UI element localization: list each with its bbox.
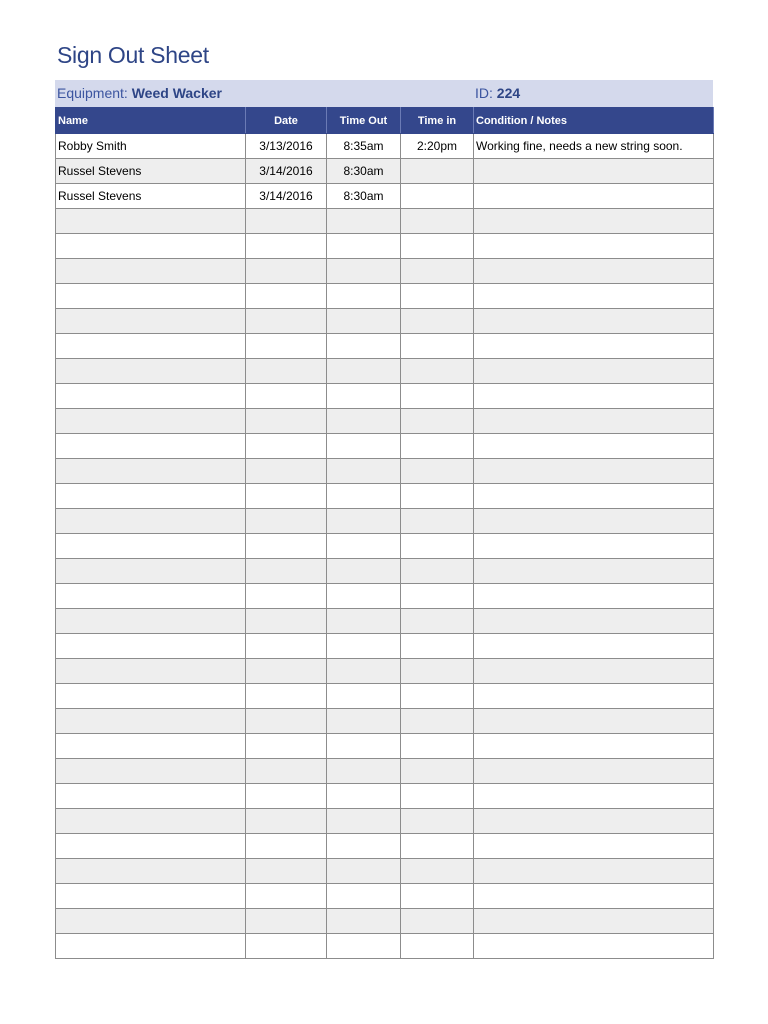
name-cell[interactable] bbox=[56, 609, 246, 634]
notes-cell[interactable] bbox=[474, 659, 714, 684]
notes-cell[interactable] bbox=[474, 234, 714, 259]
equipment-info bbox=[57, 80, 222, 107]
time-out-cell[interactable] bbox=[327, 759, 401, 784]
time-out-cell[interactable] bbox=[327, 459, 401, 484]
name-cell[interactable] bbox=[56, 584, 246, 609]
time-out-cell[interactable] bbox=[327, 334, 401, 359]
notes-cell[interactable] bbox=[474, 484, 714, 509]
name-cell[interactable] bbox=[56, 559, 246, 584]
time-in-cell[interactable] bbox=[401, 909, 474, 934]
date-cell[interactable] bbox=[246, 284, 327, 309]
table-row bbox=[56, 634, 714, 659]
table-row bbox=[56, 909, 714, 934]
date-cell[interactable] bbox=[246, 484, 327, 509]
notes-cell[interactable] bbox=[474, 459, 714, 484]
name-cell[interactable] bbox=[56, 934, 246, 959]
time-out-cell[interactable] bbox=[327, 359, 401, 384]
name-cell[interactable] bbox=[56, 509, 246, 534]
name-cell[interactable] bbox=[56, 809, 246, 834]
time-in-cell[interactable] bbox=[401, 709, 474, 734]
time-in-cell[interactable] bbox=[401, 509, 474, 534]
name-cell[interactable]: Robby Smith bbox=[56, 134, 246, 159]
time-in-cell[interactable] bbox=[401, 609, 474, 634]
time-in-cell[interactable] bbox=[401, 234, 474, 259]
date-cell[interactable] bbox=[246, 659, 327, 684]
time-out-cell[interactable] bbox=[327, 834, 401, 859]
time-out-cell[interactable] bbox=[327, 909, 401, 934]
name-cell[interactable]: Russel Stevens bbox=[56, 184, 246, 209]
table-row bbox=[56, 734, 714, 759]
date-cell[interactable] bbox=[246, 309, 327, 334]
name-cell[interactable] bbox=[56, 834, 246, 859]
table-row bbox=[56, 484, 714, 509]
name-cell[interactable] bbox=[56, 709, 246, 734]
date-cell[interactable] bbox=[246, 809, 327, 834]
name-cell[interactable] bbox=[56, 409, 246, 434]
time-out-cell[interactable]: 8:30am bbox=[327, 184, 401, 209]
time-out-cell[interactable] bbox=[327, 709, 401, 734]
time-out-cell[interactable] bbox=[327, 484, 401, 509]
table-row bbox=[56, 259, 714, 284]
time-out-cell[interactable] bbox=[327, 384, 401, 409]
column-header-time-out: Time Out bbox=[327, 108, 401, 134]
notes-cell[interactable] bbox=[474, 584, 714, 609]
time-in-cell[interactable] bbox=[401, 434, 474, 459]
table-row bbox=[56, 309, 714, 334]
notes-cell[interactable] bbox=[474, 209, 714, 234]
time-in-cell[interactable] bbox=[401, 859, 474, 884]
notes-cell[interactable] bbox=[474, 909, 714, 934]
time-out-cell[interactable] bbox=[327, 734, 401, 759]
id-info bbox=[475, 80, 520, 107]
name-cell[interactable] bbox=[56, 759, 246, 784]
date-cell[interactable] bbox=[246, 734, 327, 759]
sign-out-table bbox=[55, 107, 714, 959]
table-row bbox=[56, 684, 714, 709]
name-cell[interactable] bbox=[56, 209, 246, 234]
notes-cell[interactable] bbox=[474, 509, 714, 534]
table-row bbox=[56, 434, 714, 459]
date-cell[interactable] bbox=[246, 834, 327, 859]
table-row bbox=[56, 184, 714, 209]
time-in-cell[interactable] bbox=[401, 684, 474, 709]
time-in-cell[interactable] bbox=[401, 484, 474, 509]
table-row bbox=[56, 334, 714, 359]
table-row bbox=[56, 509, 714, 534]
table-row bbox=[56, 234, 714, 259]
time-out-cell[interactable] bbox=[327, 684, 401, 709]
time-in-cell[interactable] bbox=[401, 659, 474, 684]
name-cell[interactable] bbox=[56, 734, 246, 759]
name-cell[interactable] bbox=[56, 384, 246, 409]
column-header-date: Date bbox=[246, 108, 327, 134]
time-in-cell[interactable] bbox=[401, 734, 474, 759]
name-cell[interactable] bbox=[56, 234, 246, 259]
notes-cell[interactable] bbox=[474, 534, 714, 559]
date-cell[interactable] bbox=[246, 684, 327, 709]
name-cell[interactable] bbox=[56, 359, 246, 384]
time-in-cell[interactable] bbox=[401, 384, 474, 409]
time-in-cell[interactable] bbox=[401, 809, 474, 834]
name-cell[interactable] bbox=[56, 659, 246, 684]
date-cell[interactable] bbox=[246, 609, 327, 634]
notes-cell[interactable] bbox=[474, 859, 714, 884]
table-row bbox=[56, 359, 714, 384]
notes-cell[interactable] bbox=[474, 734, 714, 759]
name-cell[interactable] bbox=[56, 309, 246, 334]
notes-cell[interactable]: Working fine, needs a new string soon. bbox=[474, 134, 714, 159]
table-row bbox=[56, 659, 714, 684]
notes-cell[interactable] bbox=[474, 434, 714, 459]
date-cell[interactable] bbox=[246, 384, 327, 409]
table-row bbox=[56, 409, 714, 434]
date-cell[interactable] bbox=[246, 434, 327, 459]
notes-cell[interactable] bbox=[474, 184, 714, 209]
table-row bbox=[56, 784, 714, 809]
time-in-cell[interactable] bbox=[401, 309, 474, 334]
time-in-cell[interactable] bbox=[401, 459, 474, 484]
time-out-cell[interactable] bbox=[327, 634, 401, 659]
time-in-cell[interactable] bbox=[401, 259, 474, 284]
time-out-cell[interactable] bbox=[327, 859, 401, 884]
time-in-cell[interactable] bbox=[401, 534, 474, 559]
equipment-bar bbox=[55, 80, 713, 107]
time-in-cell[interactable]: 2:20pm bbox=[401, 134, 474, 159]
name-cell[interactable] bbox=[56, 684, 246, 709]
date-cell[interactable] bbox=[246, 759, 327, 784]
table-row bbox=[56, 609, 714, 634]
name-cell[interactable] bbox=[56, 259, 246, 284]
sign-out-sheet bbox=[55, 80, 713, 959]
table-row bbox=[56, 884, 714, 909]
time-out-cell[interactable] bbox=[327, 559, 401, 584]
notes-cell[interactable] bbox=[474, 684, 714, 709]
notes-cell[interactable] bbox=[474, 609, 714, 634]
table-row bbox=[56, 834, 714, 859]
name-cell[interactable]: Russel Stevens bbox=[56, 159, 246, 184]
date-cell[interactable]: 3/14/2016 bbox=[246, 159, 327, 184]
table-row bbox=[56, 134, 714, 159]
time-out-cell[interactable] bbox=[327, 934, 401, 959]
table-row bbox=[56, 159, 714, 184]
notes-cell[interactable] bbox=[474, 884, 714, 909]
date-cell[interactable]: 3/13/2016 bbox=[246, 134, 327, 159]
time-out-cell[interactable] bbox=[327, 659, 401, 684]
notes-cell[interactable] bbox=[474, 934, 714, 959]
time-out-cell[interactable] bbox=[327, 284, 401, 309]
name-cell[interactable] bbox=[56, 859, 246, 884]
time-in-cell[interactable] bbox=[401, 334, 474, 359]
table-row bbox=[56, 584, 714, 609]
equipment-value: Weed Wacker bbox=[131, 85, 222, 101]
time-in-cell[interactable] bbox=[401, 359, 474, 384]
date-cell[interactable] bbox=[246, 884, 327, 909]
time-in-cell[interactable] bbox=[401, 834, 474, 859]
table-row bbox=[56, 534, 714, 559]
time-in-cell[interactable] bbox=[401, 209, 474, 234]
time-in-cell[interactable] bbox=[401, 159, 474, 184]
time-out-cell[interactable] bbox=[327, 609, 401, 634]
table-row bbox=[56, 559, 714, 584]
table-row bbox=[56, 934, 714, 959]
table-row bbox=[56, 759, 714, 784]
id-label: ID: bbox=[475, 85, 493, 101]
time-out-cell[interactable] bbox=[327, 534, 401, 559]
notes-cell[interactable] bbox=[474, 159, 714, 184]
table-row bbox=[56, 209, 714, 234]
time-out-cell[interactable]: 8:35am bbox=[327, 134, 401, 159]
time-in-cell[interactable] bbox=[401, 284, 474, 309]
date-cell[interactable] bbox=[246, 334, 327, 359]
time-in-cell[interactable] bbox=[401, 409, 474, 434]
notes-cell[interactable] bbox=[474, 834, 714, 859]
date-cell[interactable] bbox=[246, 909, 327, 934]
time-out-cell[interactable] bbox=[327, 509, 401, 534]
time-in-cell[interactable] bbox=[401, 634, 474, 659]
time-in-cell[interactable] bbox=[401, 559, 474, 584]
notes-cell[interactable] bbox=[474, 334, 714, 359]
time-out-cell[interactable] bbox=[327, 809, 401, 834]
date-cell[interactable] bbox=[246, 534, 327, 559]
time-out-cell[interactable] bbox=[327, 209, 401, 234]
column-header-name: Name bbox=[56, 108, 246, 134]
name-cell[interactable] bbox=[56, 534, 246, 559]
name-cell[interactable] bbox=[56, 459, 246, 484]
name-cell[interactable] bbox=[56, 909, 246, 934]
date-cell[interactable] bbox=[246, 509, 327, 534]
notes-cell[interactable] bbox=[474, 809, 714, 834]
name-cell[interactable] bbox=[56, 334, 246, 359]
date-cell[interactable] bbox=[246, 234, 327, 259]
notes-cell[interactable] bbox=[474, 309, 714, 334]
time-out-cell[interactable]: 8:30am bbox=[327, 159, 401, 184]
notes-cell[interactable] bbox=[474, 384, 714, 409]
column-header-time-in: Time in bbox=[401, 108, 474, 134]
time-out-cell[interactable] bbox=[327, 259, 401, 284]
notes-cell[interactable] bbox=[474, 409, 714, 434]
time-in-cell[interactable] bbox=[401, 784, 474, 809]
table-row bbox=[56, 284, 714, 309]
equipment-label: Equipment: bbox=[57, 85, 128, 101]
name-cell[interactable] bbox=[56, 434, 246, 459]
time-out-cell[interactable] bbox=[327, 309, 401, 334]
name-cell[interactable] bbox=[56, 634, 246, 659]
time-out-cell[interactable] bbox=[327, 409, 401, 434]
notes-cell[interactable] bbox=[474, 259, 714, 284]
notes-cell[interactable] bbox=[474, 759, 714, 784]
table-row bbox=[56, 459, 714, 484]
date-cell[interactable] bbox=[246, 634, 327, 659]
table-row bbox=[56, 859, 714, 884]
table-body bbox=[56, 134, 714, 959]
notes-cell[interactable] bbox=[474, 709, 714, 734]
column-header-condition-notes: Condition / Notes bbox=[474, 108, 714, 134]
notes-cell[interactable] bbox=[474, 284, 714, 309]
date-cell[interactable] bbox=[246, 584, 327, 609]
time-out-cell[interactable] bbox=[327, 234, 401, 259]
table-row bbox=[56, 709, 714, 734]
name-cell[interactable] bbox=[56, 284, 246, 309]
table-row bbox=[56, 384, 714, 409]
date-cell[interactable] bbox=[246, 209, 327, 234]
time-out-cell[interactable] bbox=[327, 884, 401, 909]
header-row bbox=[56, 108, 714, 134]
notes-cell[interactable] bbox=[474, 634, 714, 659]
page-title: Sign Out Sheet bbox=[57, 42, 209, 68]
time-in-cell[interactable] bbox=[401, 934, 474, 959]
date-cell[interactable] bbox=[246, 459, 327, 484]
date-cell[interactable] bbox=[246, 259, 327, 284]
date-cell[interactable] bbox=[246, 784, 327, 809]
time-out-cell[interactable] bbox=[327, 434, 401, 459]
time-out-cell[interactable] bbox=[327, 784, 401, 809]
id-value: 224 bbox=[496, 85, 521, 101]
date-cell[interactable] bbox=[246, 709, 327, 734]
date-cell[interactable] bbox=[246, 559, 327, 584]
date-cell[interactable] bbox=[246, 359, 327, 384]
name-cell[interactable] bbox=[56, 884, 246, 909]
time-in-cell[interactable] bbox=[401, 584, 474, 609]
time-out-cell[interactable] bbox=[327, 584, 401, 609]
date-cell[interactable] bbox=[246, 859, 327, 884]
name-cell[interactable] bbox=[56, 784, 246, 809]
table-row bbox=[56, 809, 714, 834]
time-in-cell[interactable] bbox=[401, 759, 474, 784]
date-cell[interactable] bbox=[246, 409, 327, 434]
notes-cell[interactable] bbox=[474, 559, 714, 584]
time-in-cell[interactable] bbox=[401, 884, 474, 909]
notes-cell[interactable] bbox=[474, 359, 714, 384]
notes-cell[interactable] bbox=[474, 784, 714, 809]
time-in-cell[interactable] bbox=[401, 184, 474, 209]
date-cell[interactable]: 3/14/2016 bbox=[246, 184, 327, 209]
date-cell[interactable] bbox=[246, 934, 327, 959]
name-cell[interactable] bbox=[56, 484, 246, 509]
